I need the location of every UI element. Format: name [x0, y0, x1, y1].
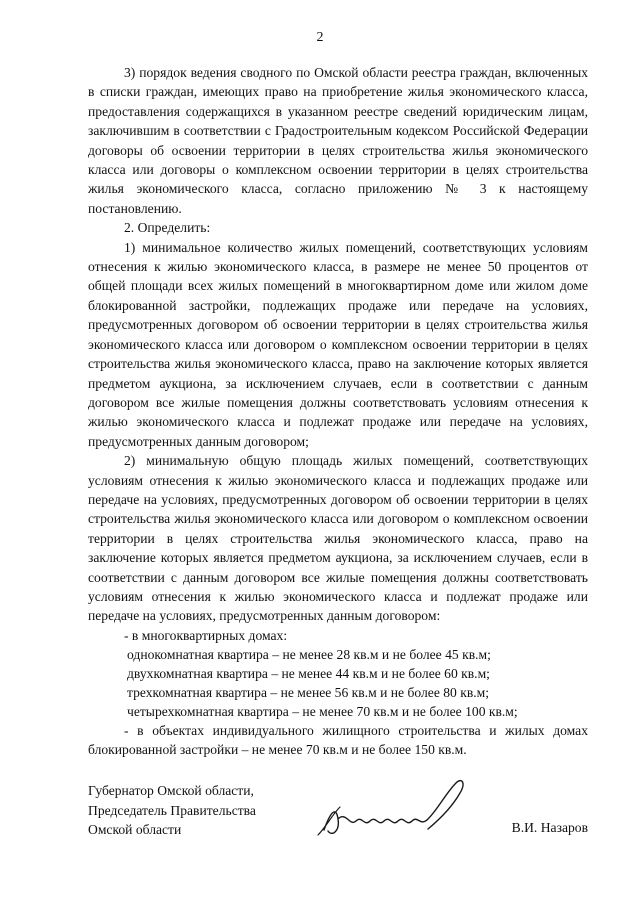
- signatory-name: В.И. Назаров: [511, 820, 588, 835]
- paragraph-subitem-1: 1) минимальное количество жилых помещений, соответствующих условиям отнесения к жилью экономического класса, в размере не менее 50 процентов от общей площади всех жилых помещений в многоквартирном доме или жилом доме блокированной застройки, подлежащих продаже или передаче на условиях, предусмотренных договором об освоении территории в целях строительства жилья экономического класса или договором о комплексном освоении территории в целях строительства жилья экономического класса, право на заключение которых является предметом аукциона, за исключением случаев, если в соответствии с данным договором все жилые помещения должны соответствовать условиям отнесения к жилью экономического класса и подлежат продаже или передаче на условиях, предусмотренных данным договором;: [88, 239, 588, 449]
- list-item-individual-housing: - в объектах индивидуального жилищного строительства и жилых домах блокированной застройки – не менее 70 кв.м и не более 150 кв.м.: [88, 722, 588, 757]
- signatory-title-line: Губернатор Омской области,: [88, 783, 254, 798]
- signatory-title-line: Председатель Правительства: [88, 802, 256, 818]
- paragraph-subitem-2: 2) минимальную общую площадь жилых помещений, соответствующих условиям отнесения к жилью экономического класса и подлежащих продаже или передаче на условиях, предусмотренных договором об освоении территории в целях строительства жилья экономического класса или договором о комплексном освоении территории в целях строительства жилья экономического класса, право на заключение которых является предметом аукциона, за исключением случаев, если в соответствии с данным договором все жилые помещения должны соответствовать условиям отнесения к жилью экономического класса и подлежат продаже или передаче на условиях, предусмотренных данным договором:: [88, 453, 588, 624]
- list-item-one-room: однокомнатная квартира – не менее 28 кв.м и не более 45 кв.м;: [127, 646, 491, 662]
- page-number: 2: [316, 30, 324, 45]
- signatory-title: [88, 781, 256, 840]
- list-item-four-room: четырехкомнатная квартира – не менее 70 кв.м и не более 100 кв.м;: [127, 703, 518, 719]
- signatory-title-line: Омской области: [88, 822, 182, 837]
- list-item-three-room: трехкомнатная квартира – не менее 56 кв.м и не более 80 кв.м;: [127, 684, 490, 700]
- signature-block: [88, 781, 588, 861]
- document-body: [88, 63, 588, 759]
- list-heading-apartment-buildings: - в многоквартирных домах:: [124, 627, 288, 643]
- paragraph-section-2-heading: 2. Определить:: [124, 220, 211, 236]
- list-item-two-room: двухкомнатная квартира – не менее 44 кв.м и не более 60 кв.м;: [127, 665, 490, 681]
- handwritten-signature: [316, 775, 486, 845]
- paragraph-item-3: 3) порядок ведения сводного по Омской области реестра граждан, включенных в списки граждан, имеющих право на приобретение жилья экономического класса, предоставления содержащихся в указанном реестре сведений юридическим лицам, заключившим в соответствии с Градостроительным кодексом Российской Федерации договоры об освоении территории в целях строительства жилья экономического класса или договоры о комплексном освоении территории в целях строительства жилья экономического класса, согласно приложению № 3 к настоящему постановлению.: [88, 65, 588, 216]
